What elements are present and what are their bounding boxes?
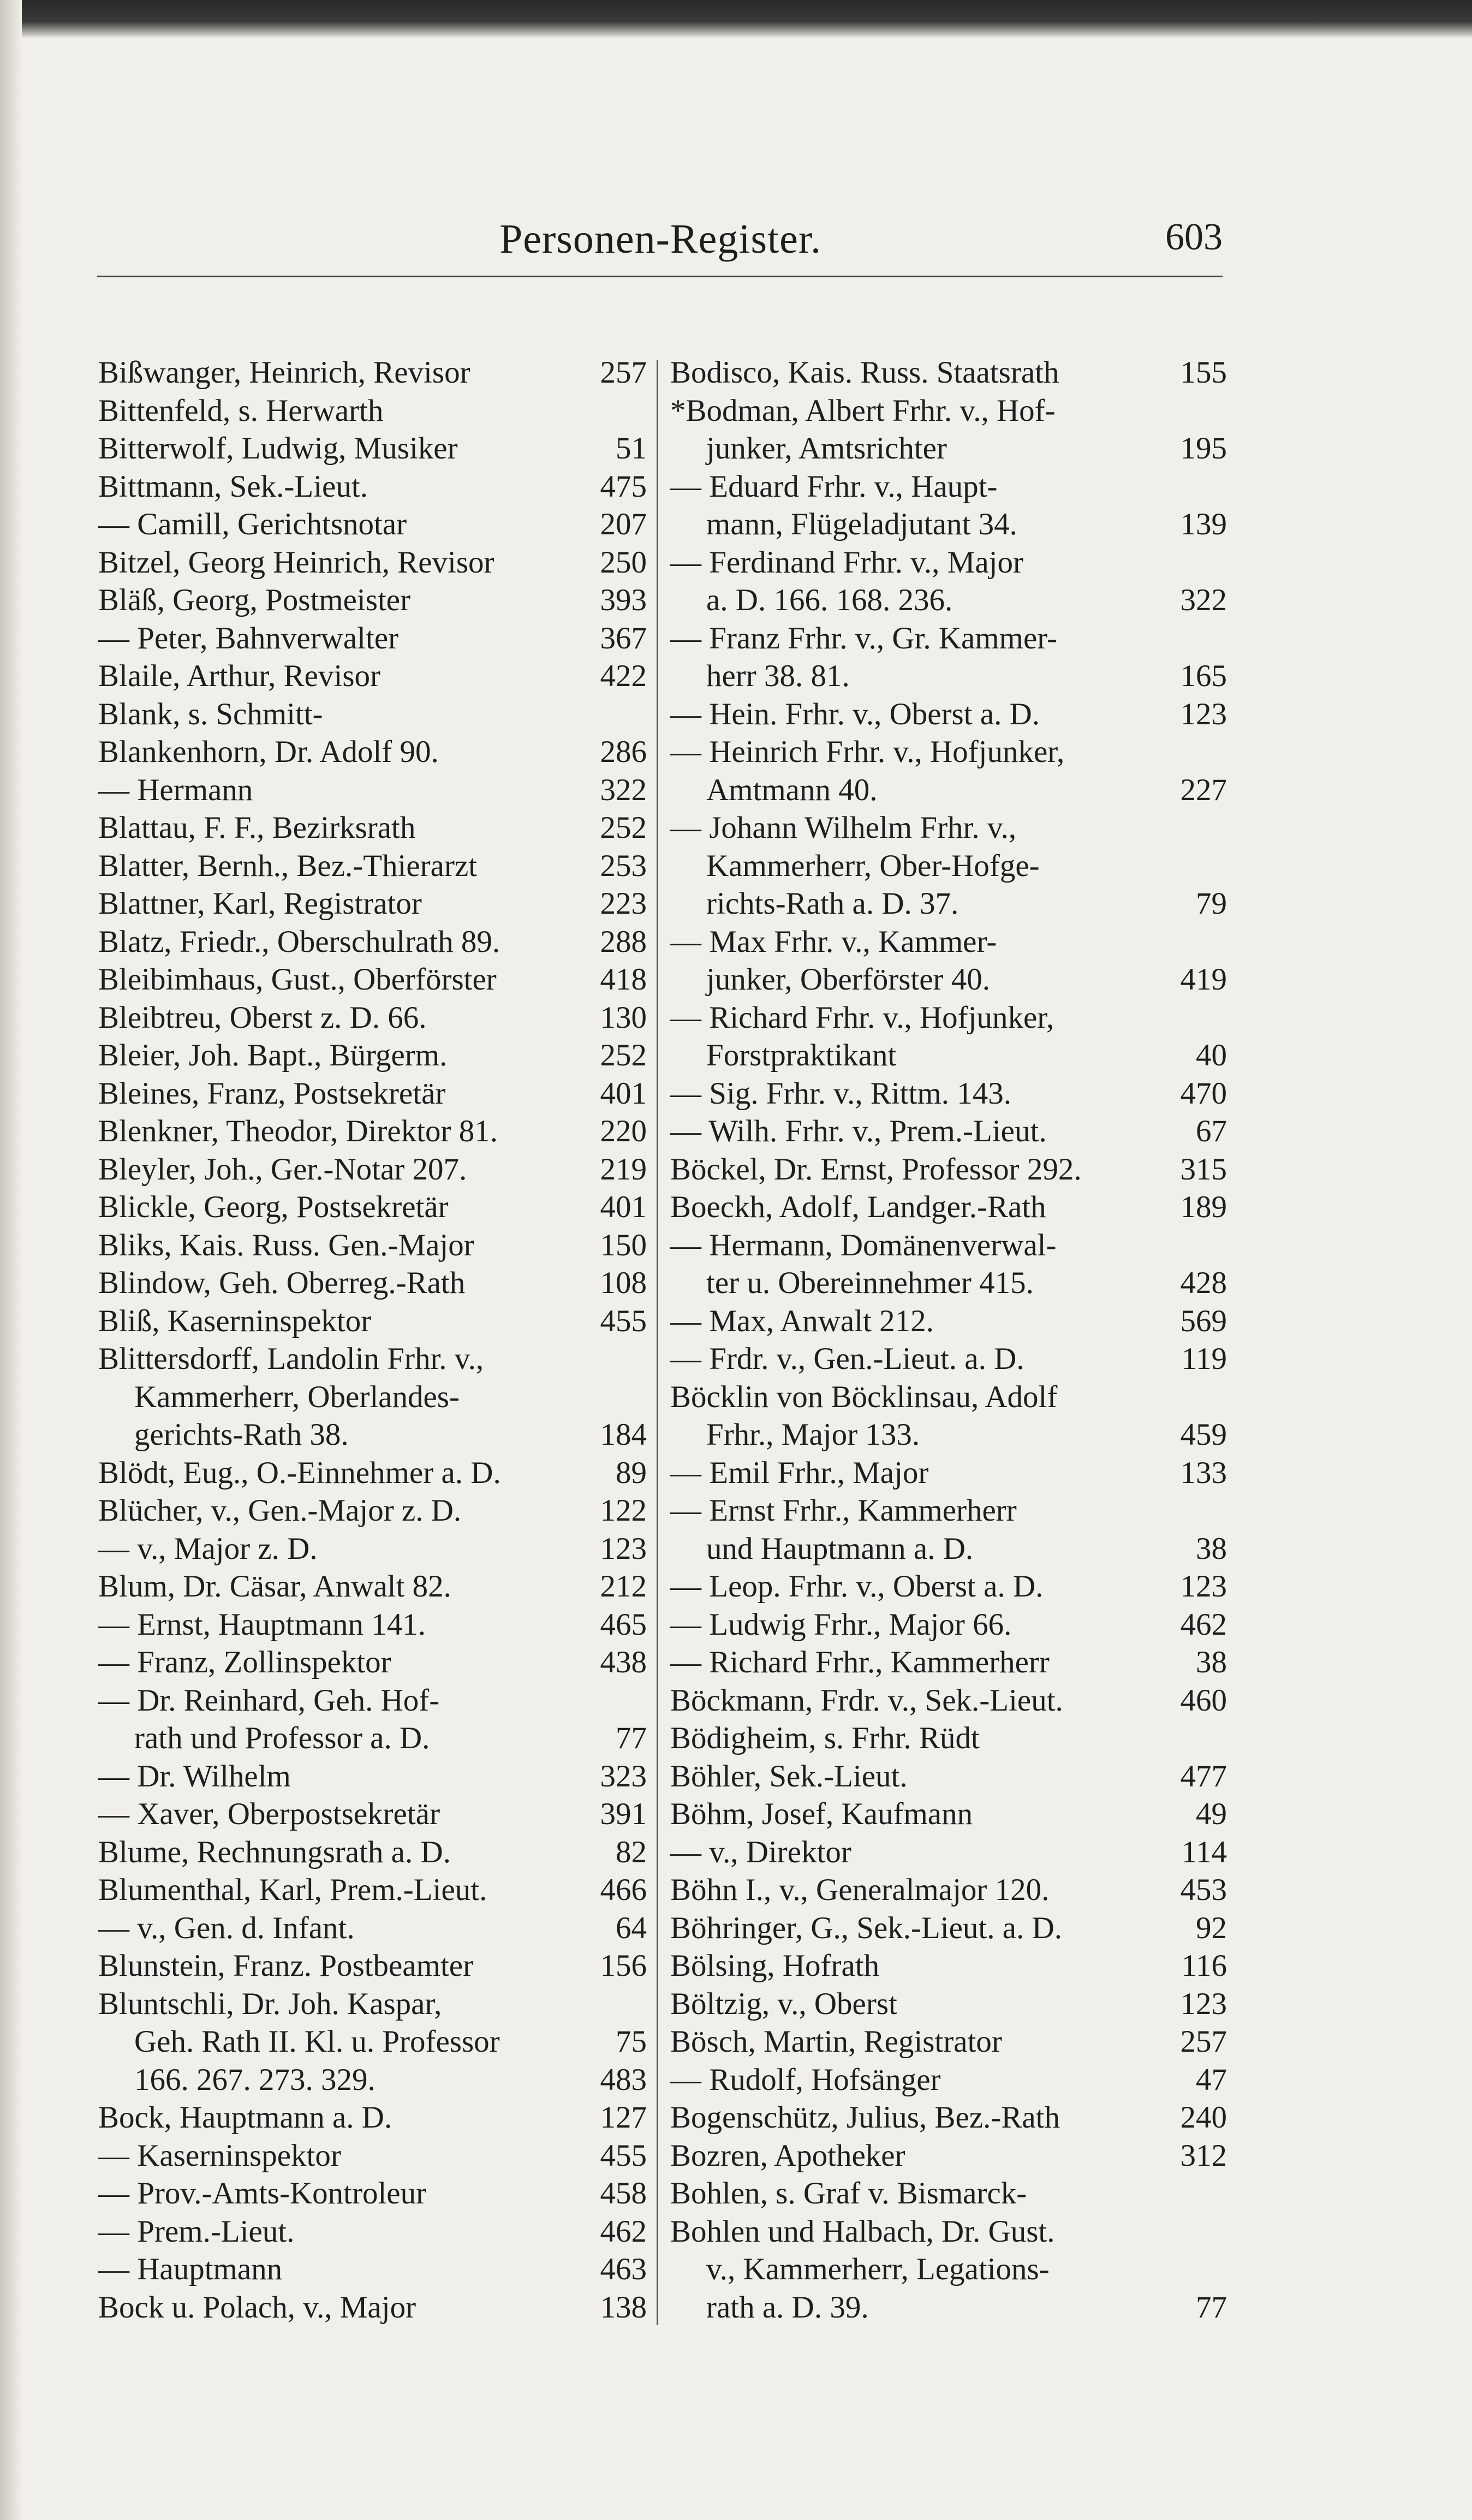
register-entry-line (98, 657, 647, 695)
entry-page-ref: 252 (600, 1038, 647, 1073)
entry-page-ref: 195 (1180, 431, 1227, 466)
entry-page-ref: 116 (1181, 1949, 1227, 1983)
register-entry-line (98, 1909, 647, 1947)
entry-text: — Hauptmann (98, 2252, 283, 2286)
register-entry-line (98, 392, 647, 430)
entry-page-ref: 465 (600, 1607, 647, 1642)
entry-text: Blatter, Bernh., Bez.-Thierarzt (98, 848, 478, 883)
register-entry-line (98, 1302, 647, 1341)
entry-text: Bölsing, Hofrath (670, 1949, 880, 1983)
entry-text: Böhn I., v., Generalmajor 120. (670, 1873, 1050, 1907)
entry-text: gerichts-Rath 38. (134, 1417, 349, 1452)
register-entry-line (670, 354, 1227, 392)
register-entry-line (670, 1416, 1227, 1454)
entry-page-ref: 419 (1180, 962, 1227, 997)
entry-text: — Ferdinand Frhr. v., Major (670, 545, 1023, 580)
entry-text: Blattau, F. F., Bezirksrath (98, 811, 416, 845)
entry-page-ref: 40 (1196, 1038, 1227, 1073)
entry-text: Amtmann 40. (706, 772, 878, 807)
entry-text: — Kaserninspektor (98, 2138, 341, 2173)
entry-text: Blumenthal, Karl, Prem.-Lieut. (98, 1873, 487, 1907)
entry-text: — Rudolf, Hofsänger (670, 2062, 941, 2097)
register-entry-line (670, 2061, 1227, 2099)
register-entry-line (670, 695, 1227, 734)
entry-text: Bläß, Georg, Postmeister (98, 583, 411, 617)
register-entry-line (98, 2289, 647, 2327)
register-entry-line (670, 1871, 1227, 1909)
register-entry-line (670, 619, 1227, 658)
entry-page-ref: 460 (1180, 1683, 1227, 1718)
entry-text: Bißwanger, Heinrich, Revisor (98, 355, 470, 390)
entry-page-ref: 64 (616, 1910, 647, 1945)
register-entry-line (98, 2137, 647, 2175)
register-entry-line (670, 2137, 1227, 2175)
entry-page-ref: 322 (1180, 583, 1227, 617)
entry-text: Böltzig, v., Oberst (670, 1986, 897, 2021)
register-entry-line (670, 1568, 1227, 1606)
entry-page-ref: 438 (600, 1645, 647, 1679)
entry-text: — Eduard Frhr. v., Haupt- (670, 469, 998, 504)
register-entry-line (670, 1530, 1227, 1568)
register-entry-line (670, 1226, 1227, 1265)
register-entry-line (670, 1643, 1227, 1682)
entry-page-ref: 250 (600, 545, 647, 580)
register-entry-line (670, 923, 1227, 961)
entry-text: Bleyler, Joh., Ger.-Notar 207. (98, 1152, 467, 1187)
register-entry-line (670, 1112, 1227, 1151)
entry-text: — Emil Frhr., Major (670, 1455, 929, 1490)
register-entry-line (98, 695, 647, 734)
entry-text: Bleines, Franz, Postsekretär (98, 1076, 446, 1111)
entry-text: — Franz, Zollinspektor (98, 1645, 391, 1679)
entry-page-ref: 401 (600, 1190, 647, 1224)
register-entry-line (98, 1492, 647, 1530)
entry-page-ref: 67 (1196, 1114, 1227, 1148)
register-entry-line (670, 1302, 1227, 1341)
entry-text: Bittenfeld, s. Herwarth (98, 393, 384, 428)
entry-text: — Prem.-Lieut. (98, 2214, 295, 2249)
entry-text: — Max Frhr. v., Kammer- (670, 924, 997, 959)
register-entry-line (98, 1643, 647, 1682)
entry-text: mann, Flügeladjutant 34. (706, 507, 1017, 541)
register-entry-line (98, 1264, 647, 1302)
entry-text: Kammerherr, Ober-Hofge- (706, 848, 1040, 883)
header-rule (97, 276, 1223, 277)
register-entry-line (670, 2099, 1227, 2137)
register-entry-line (670, 1682, 1227, 1720)
register-entry-line (670, 1833, 1227, 1872)
register-entry-line (98, 505, 647, 544)
entry-text: Blaile, Arthur, Revisor (98, 659, 380, 693)
entry-text: Blume, Rechnungsrath a. D. (98, 1834, 451, 1869)
entry-text: a. D. 166. 168. 236. (706, 583, 953, 617)
entry-page-ref: 315 (1180, 1152, 1227, 1187)
entry-text: Bösch, Martin, Registrator (670, 2024, 1002, 2059)
register-entry-line (98, 1682, 647, 1720)
column-divider (657, 360, 658, 2325)
entry-page-ref: 257 (1180, 2024, 1227, 2059)
register-entry-line (98, 1871, 647, 1909)
register-entry-line (670, 809, 1227, 847)
entry-text: Bohlen und Halbach, Dr. Gust. (670, 2214, 1055, 2249)
entry-text: — Dr. Reinhard, Geh. Hof- (98, 1683, 440, 1718)
entry-text: Blum, Dr. Cäsar, Anwalt 82. (98, 1569, 451, 1604)
register-entry-line (98, 771, 647, 809)
register-entry-line (670, 657, 1227, 695)
entry-text: rath und Professor a. D. (134, 1721, 430, 1755)
entry-page-ref: 462 (1180, 1607, 1227, 1642)
register-entry-line (670, 2175, 1227, 2213)
register-entry-line (670, 581, 1227, 619)
register-entry-line (670, 2023, 1227, 2061)
entry-page-ref: 119 (1181, 1342, 1227, 1376)
entry-text: Frhr., Major 133. (706, 1417, 920, 1452)
entry-page-ref: 483 (600, 2062, 647, 2097)
register-entry-line (98, 1112, 647, 1151)
register-entry-line (670, 961, 1227, 999)
entry-text: Böckel, Dr. Ernst, Professor 292. (670, 1152, 1082, 1187)
entry-page-ref: 223 (600, 886, 647, 921)
register-entry-line (670, 544, 1227, 582)
entry-text: Böcklin von Böcklinsau, Adolf (670, 1379, 1058, 1414)
entry-text: — Dr. Wilhelm (98, 1759, 291, 1794)
entry-text: Böhringer, G., Sek.-Lieut. a. D. (670, 1910, 1062, 1945)
entry-text: Bleibimhaus, Gust., Oberförster (98, 962, 497, 997)
entry-text: Bödigheim, s. Frhr. Rüdt (670, 1721, 980, 1755)
register-entry-line (670, 1264, 1227, 1302)
register-entry-line (98, 1606, 647, 1644)
register-entry-line (98, 809, 647, 847)
entry-text: — Xaver, Oberpostsekretär (98, 1797, 440, 1831)
entry-text: Blattner, Karl, Registrator (98, 886, 422, 921)
register-entry-line (98, 581, 647, 619)
entry-text: Blücher, v., Gen.-Major z. D. (98, 1493, 462, 1528)
entry-text: junker, Oberförster 40. (706, 962, 991, 997)
register-entry-line (670, 847, 1227, 885)
register-entry-line (98, 619, 647, 658)
register-entry-line (98, 2099, 647, 2137)
entry-page-ref: 393 (600, 583, 647, 617)
register-entry-line (98, 923, 647, 961)
page-header (98, 216, 1223, 262)
entry-page-ref: 114 (1181, 1834, 1227, 1869)
entry-text: Bitzel, Georg Heinrich, Revisor (98, 545, 494, 580)
register-entry-line (670, 1340, 1227, 1378)
entry-page-ref: 108 (600, 1266, 647, 1300)
register-entry-line (98, 1719, 647, 1758)
entry-text: Blindow, Geh. Oberreg.-Rath (98, 1266, 466, 1300)
register-entry-line (98, 2213, 647, 2251)
register-entry-line (98, 2250, 647, 2289)
register-entry-line (98, 354, 647, 392)
entry-page-ref: 51 (616, 431, 647, 466)
entry-text: Bozren, Apotheker (670, 2138, 905, 2173)
register-entry-line (98, 468, 647, 506)
entry-page-ref: 77 (1196, 2290, 1227, 2325)
register-entry-line (670, 1947, 1227, 1985)
entry-page-ref: 475 (600, 469, 647, 504)
entry-page-ref: 428 (1180, 1266, 1227, 1300)
right-column (670, 354, 1227, 2326)
entry-page-ref: 257 (600, 355, 647, 390)
page-number: 603 (1165, 216, 1223, 258)
entry-page-ref: 47 (1196, 2062, 1227, 2097)
register-entry-line (670, 1719, 1227, 1758)
entry-text: — Johann Wilhelm Frhr. v., (670, 811, 1017, 845)
entry-page-ref: 477 (1180, 1759, 1227, 1794)
entry-page-ref: 367 (600, 621, 647, 656)
entry-text: — Franz Frhr. v., Gr. Kammer- (670, 621, 1058, 656)
entry-text: — Peter, Bahnverwalter (98, 621, 399, 656)
entry-text: — Heinrich Frhr. v., Hofjunker, (670, 735, 1065, 769)
register-entry-line (670, 392, 1227, 430)
register-entry-line (98, 1758, 647, 1796)
entry-text: Bliks, Kais. Russ. Gen.-Major (98, 1228, 474, 1262)
entry-text: — Prov.-Amts-Kontroleur (98, 2176, 427, 2211)
register-entry-line (670, 1795, 1227, 1833)
entry-text: — Richard Frhr., Kammerherr (670, 1645, 1050, 1679)
entry-page-ref: 92 (1196, 1910, 1227, 1945)
entry-text: Bock, Hauptmann a. D. (98, 2100, 392, 2135)
register-entry-line (670, 1151, 1227, 1189)
entry-text: Forstpraktikant (706, 1038, 897, 1073)
entry-text: herr 38. 81. (706, 659, 850, 693)
register-entry-line (670, 2289, 1227, 2327)
entry-text: — Wilh. Frhr. v., Prem.-Lieut. (670, 1114, 1047, 1148)
scan-top-edge (0, 0, 1472, 38)
entry-page-ref: 82 (616, 1834, 647, 1869)
entry-page-ref: 184 (600, 1417, 647, 1452)
entry-text: Blickle, Georg, Postsekretär (98, 1190, 449, 1224)
register-entry-line (670, 1909, 1227, 1947)
register-entry-line (670, 1454, 1227, 1492)
entry-text: — v., Direktor (670, 1834, 851, 1869)
entry-text: *Bodman, Albert Frhr. v., Hof- (670, 393, 1056, 428)
entry-text: Blatz, Friedr., Oberschulrath 89. (98, 924, 500, 959)
register-entry-line (98, 1454, 647, 1492)
entry-text: Blunstein, Franz. Postbeamter (98, 1949, 474, 1983)
entry-text: junker, Amtsrichter (706, 431, 947, 466)
entry-page-ref: 156 (600, 1949, 647, 1983)
register-entry-line (670, 733, 1227, 771)
entry-text: Blödt, Eug., O.-Einnehmer a. D. (98, 1455, 501, 1490)
entry-page-ref: 155 (1180, 355, 1227, 390)
entry-text: Blankenhorn, Dr. Adolf 90. (98, 735, 439, 769)
entry-text: Bitterwolf, Ludwig, Musiker (98, 431, 458, 466)
register-entry-line (670, 885, 1227, 923)
entry-page-ref: 38 (1196, 1531, 1227, 1566)
entry-page-ref: 123 (1180, 696, 1227, 731)
register-entry-line (670, 1758, 1227, 1796)
entry-page-ref: 212 (600, 1569, 647, 1604)
entry-text: Bittmann, Sek.-Lieut. (98, 469, 368, 504)
left-column (98, 354, 647, 2326)
entry-page-ref: 150 (600, 1228, 647, 1262)
entry-page-ref: 455 (600, 2138, 647, 2173)
register-entry-line (670, 771, 1227, 809)
entry-page-ref: 252 (600, 811, 647, 845)
register-entry-line (98, 1530, 647, 1568)
entry-text: Bodisco, Kais. Russ. Staatsrath (670, 355, 1059, 390)
register-entry-line (98, 1036, 647, 1075)
entry-page-ref: 89 (616, 1455, 647, 1490)
entry-page-ref: 288 (600, 924, 647, 959)
entry-page-ref: 569 (1180, 1303, 1227, 1338)
entry-page-ref: 219 (600, 1152, 647, 1187)
register-entry-line (98, 1985, 647, 2023)
register-entry-line (670, 505, 1227, 544)
entry-page-ref: 79 (1196, 886, 1227, 921)
register-entry-line (670, 1075, 1227, 1113)
entry-text: Bleier, Joh. Bapt., Bürgerm. (98, 1038, 448, 1073)
entry-text: Bogenschütz, Julius, Bez.-Rath (670, 2100, 1060, 2135)
entry-page-ref: 453 (1180, 1873, 1227, 1907)
entry-page-ref: 127 (600, 2100, 647, 2135)
entry-page-ref: 220 (600, 1114, 647, 1148)
register-entry-line (670, 1606, 1227, 1644)
entry-text: Bleibtreu, Oberst z. D. 66. (98, 1000, 427, 1035)
entry-page-ref: 322 (600, 772, 647, 807)
entry-text: — Hermann, Domänenverwal- (670, 1228, 1057, 1262)
entry-page-ref: 189 (1180, 1190, 1227, 1224)
scan-left-edge (0, 0, 22, 2520)
entry-text: Blank, s. Schmitt- (98, 696, 323, 731)
entry-text: — Ernst, Hauptmann 141. (98, 1607, 426, 1642)
entry-page-ref: 138 (600, 2290, 647, 2325)
entry-text: — Sig. Frhr. v., Rittm. 143. (670, 1076, 1011, 1111)
register-entry-line (98, 999, 647, 1037)
entry-page-ref: 139 (1180, 507, 1227, 541)
register-entry-line (98, 2023, 647, 2061)
entry-text: Geh. Rath II. Kl. u. Professor (134, 2024, 500, 2059)
entry-page-ref: 418 (600, 962, 647, 997)
entry-text: Kammerherr, Oberlandes- (134, 1379, 460, 1414)
page-title: Personen-Register. (499, 216, 821, 262)
entry-page-ref: 122 (600, 1493, 647, 1528)
entry-text: ter u. Obereinnehmer 415. (706, 1266, 1034, 1300)
register-entry-line (98, 1075, 647, 1113)
register-entry-line (670, 1378, 1227, 1416)
register-entry-line (670, 468, 1227, 506)
entry-page-ref: 38 (1196, 1645, 1227, 1679)
register-entry-line (98, 1226, 647, 1265)
register-entry-line (98, 1340, 647, 1378)
entry-text: Bohlen, s. Graf v. Bismarck- (670, 2176, 1027, 2211)
register-entry-line (98, 1151, 647, 1189)
entry-page-ref: 207 (600, 507, 647, 541)
register-entry-line (670, 1188, 1227, 1226)
entry-text: Blenkner, Theodor, Direktor 81. (98, 1114, 498, 1148)
entry-page-ref: 130 (600, 1000, 647, 1035)
entry-page-ref: 401 (600, 1076, 647, 1111)
entry-text: Bock u. Polach, v., Major (98, 2290, 416, 2325)
entry-text: — Leop. Frhr. v., Oberst a. D. (670, 1569, 1044, 1604)
entry-text: v., Kammerherr, Legations- (706, 2252, 1050, 2286)
register-entry-line (98, 1947, 647, 1985)
entry-page-ref: 77 (616, 1721, 647, 1755)
entry-text: Boeckh, Adolf, Landger.-Rath (670, 1190, 1046, 1224)
register-entry-line (98, 961, 647, 999)
entry-text: — Richard Frhr. v., Hofjunker, (670, 1000, 1054, 1035)
entry-text: — v., Gen. d. Infant. (98, 1910, 355, 1945)
entry-page-ref: 133 (1180, 1455, 1227, 1490)
entry-page-ref: 455 (600, 1303, 647, 1338)
entry-page-ref: 323 (600, 1759, 647, 1794)
entry-page-ref: 391 (600, 1797, 647, 1831)
entry-page-ref: 253 (600, 848, 647, 883)
entry-page-ref: 286 (600, 735, 647, 769)
entry-text: — Max, Anwalt 212. (670, 1303, 934, 1338)
register-entry-line (670, 430, 1227, 468)
register-entry-line (98, 885, 647, 923)
register-entry-line (670, 1985, 1227, 2023)
entry-page-ref: 240 (1180, 2100, 1227, 2135)
register-entry-line (98, 847, 647, 885)
register-entry-line (98, 1416, 647, 1454)
entry-text: — v., Major z. D. (98, 1531, 318, 1566)
entry-text: richts-Rath a. D. 37. (706, 886, 959, 921)
entry-page-ref: 312 (1180, 2138, 1227, 2173)
entry-text: — Hein. Frhr. v., Oberst a. D. (670, 696, 1040, 731)
entry-text: Böhm, Josef, Kaufmann (670, 1797, 973, 1831)
entry-text: Bliß, Kaserninspektor (98, 1303, 372, 1338)
register-entry-line (670, 1492, 1227, 1530)
entry-page-ref: 470 (1180, 1076, 1227, 1111)
entry-page-ref: 75 (616, 2024, 647, 2059)
entry-text: und Hauptmann a. D. (706, 1531, 974, 1566)
entry-page-ref: 463 (600, 2252, 647, 2286)
entry-text: Bluntschli, Dr. Joh. Kaspar, (98, 1986, 442, 2021)
entry-text: 166. 267. 273. 329. (134, 2062, 376, 2097)
entry-text: Blittersdorff, Landolin Frhr. v., (98, 1342, 484, 1376)
register-entry-line (98, 1795, 647, 1833)
entry-page-ref: 422 (600, 659, 647, 693)
entry-page-ref: 123 (1180, 1986, 1227, 2021)
register-entry-line (98, 1833, 647, 1872)
register-entry-line (98, 544, 647, 582)
entry-text: rath a. D. 39. (706, 2290, 869, 2325)
entry-text: — Hermann (98, 772, 253, 807)
entry-text: Böckmann, Frdr. v., Sek.-Lieut. (670, 1683, 1063, 1718)
register-entry-line (670, 2213, 1227, 2251)
entry-page-ref: 165 (1180, 659, 1227, 693)
entry-page-ref: 462 (600, 2214, 647, 2249)
register-entry-line (98, 1188, 647, 1226)
register-entry-line (670, 2250, 1227, 2289)
entry-page-ref: 123 (600, 1531, 647, 1566)
entry-page-ref: 459 (1180, 1417, 1227, 1452)
entry-text: — Camill, Gerichtsnotar (98, 507, 407, 541)
entry-page-ref: 227 (1180, 772, 1227, 807)
register-entry-line (98, 2175, 647, 2213)
register-entry-line (98, 1378, 647, 1416)
entry-text: — Ludwig Frhr., Major 66. (670, 1607, 1012, 1642)
register-entry-line (98, 430, 647, 468)
entry-text: — Frdr. v., Gen.-Lieut. a. D. (670, 1342, 1024, 1376)
entry-page-ref: 123 (1180, 1569, 1227, 1604)
register-entry-line (670, 999, 1227, 1037)
entry-text: — Ernst Frhr., Kammerherr (670, 1493, 1017, 1528)
entry-text: Böhler, Sek.-Lieut. (670, 1759, 908, 1794)
register-entry-line (98, 733, 647, 771)
entry-page-ref: 466 (600, 1873, 647, 1907)
register-entry-line (98, 1568, 647, 1606)
register-entry-line (670, 1036, 1227, 1075)
entry-page-ref: 458 (600, 2176, 647, 2211)
register-entry-line (98, 2061, 647, 2099)
entry-page-ref: 49 (1196, 1797, 1227, 1831)
